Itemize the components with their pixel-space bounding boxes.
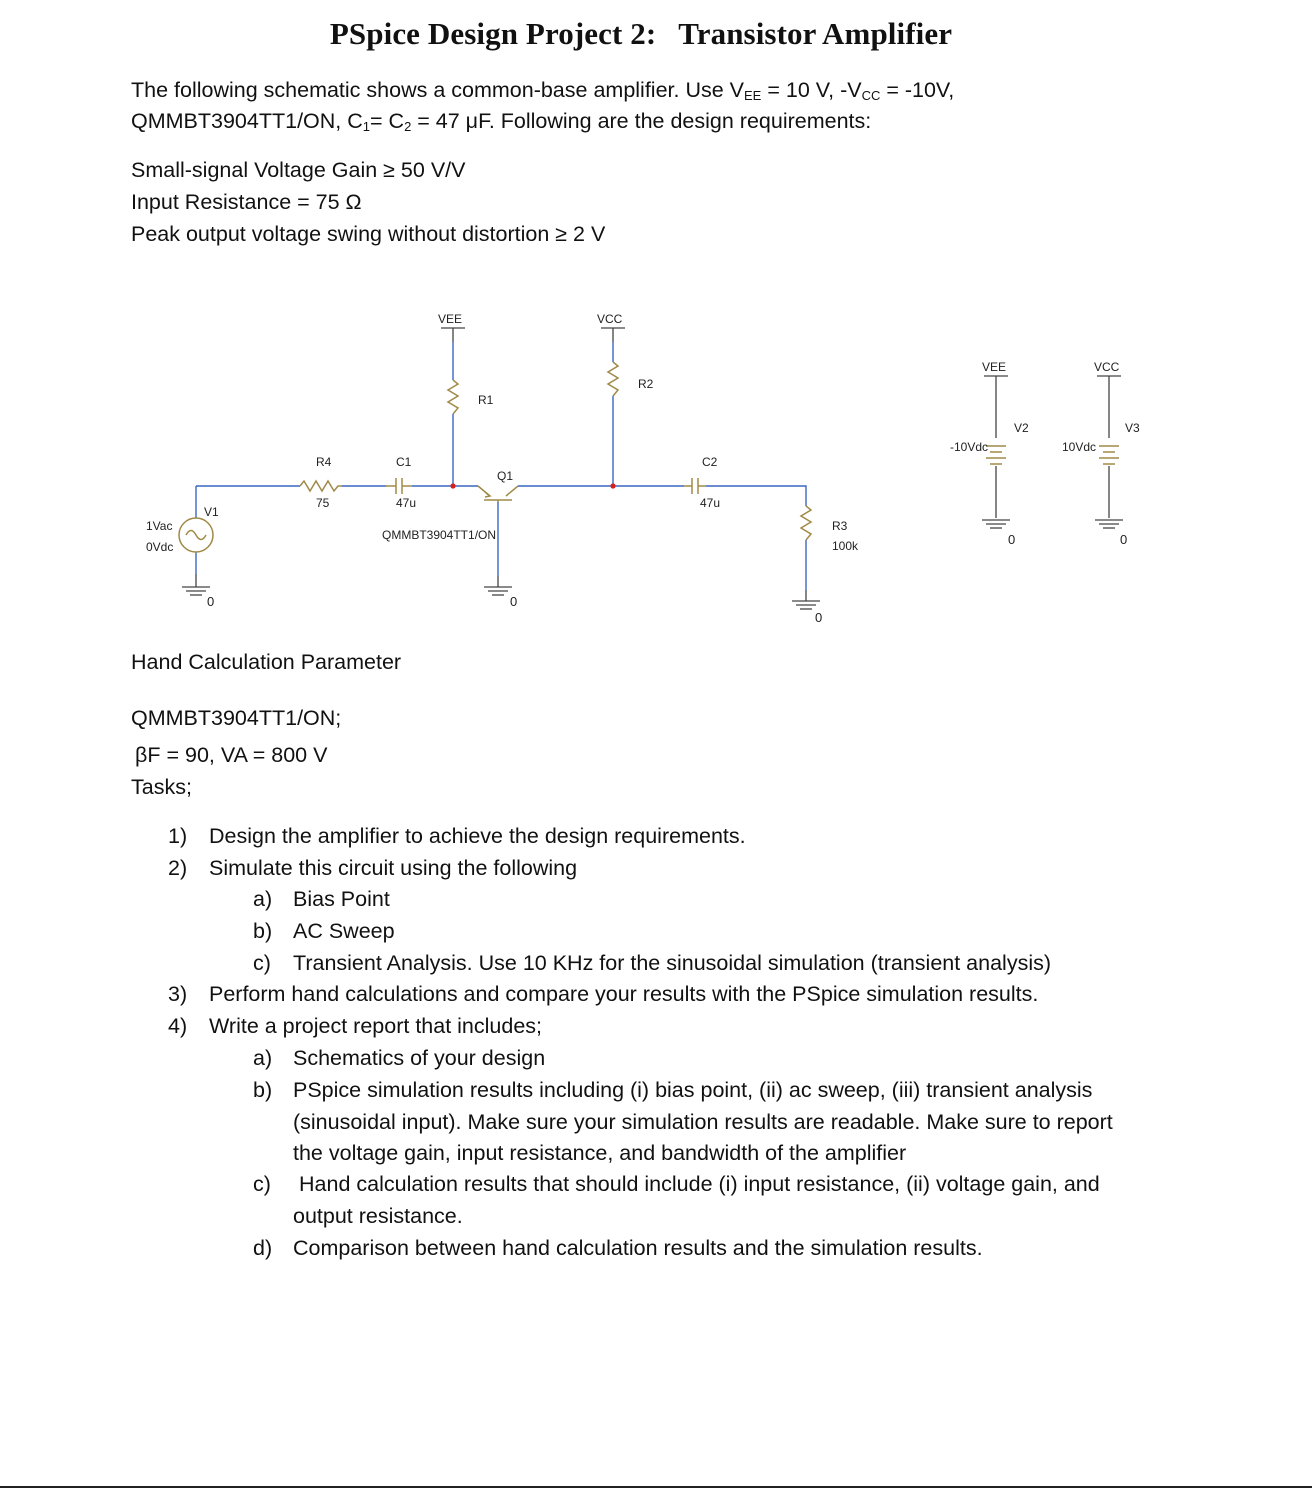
hand-calc-model: QMMBT3904TT1/ON;: [131, 706, 342, 730]
tasks-label: Tasks;: [131, 775, 192, 799]
intro-text: = C: [370, 109, 405, 133]
transistor-q1: [478, 486, 518, 502]
ground-symbol-v3: [1095, 520, 1123, 528]
list-text: Simulate this circuit using the following: [209, 856, 578, 880]
intro-text: = 47 μF. Following are the design requirements:: [411, 109, 872, 133]
intro-text: QMMBT3904TT1/ON, C: [131, 109, 363, 133]
list-text: Perform hand calculations and compare your results with the PSpice simulation results.: [209, 982, 1039, 1006]
hand-calc-heading: Hand Calculation Parameter: [131, 650, 402, 674]
list-text: Bias Point: [293, 887, 390, 911]
resistor-r2: [608, 362, 618, 396]
requirement-output-swing: Peak output voltage swing without distortion ≥ 2 V: [131, 222, 606, 246]
list-number: 1): [168, 824, 188, 848]
v1-label: V1: [204, 505, 219, 519]
r4-value: 75: [316, 496, 330, 510]
r3-value: 100k: [832, 539, 859, 553]
v2-value: -10Vdc: [950, 440, 989, 454]
requirement-input-resistance: Input Resistance = 75 Ω: [131, 190, 362, 214]
resistor-r3: [801, 506, 811, 540]
list-text: (sinusoidal input). Make sure your simulation results are readable. Make sure to report: [293, 1110, 1113, 1134]
page-bottom-border: [0, 1486, 1312, 1488]
list-number: c): [253, 951, 271, 975]
capacitor-c2: [684, 478, 706, 494]
ground-symbol-v2: [982, 520, 1010, 528]
c2-value: 47u: [700, 496, 721, 510]
v1-dc-value: 0Vdc: [146, 540, 174, 554]
list-text: Write a project report that includes;: [209, 1014, 543, 1038]
circuit-schematic: [0, 290, 1312, 640]
dc-source-v3: [1097, 376, 1121, 518]
list-text: output resistance.: [293, 1204, 463, 1228]
list-number: b): [253, 1078, 273, 1102]
r1-label: R1: [478, 393, 494, 407]
intro-text: The following schematic shows a common-base amplifier. Use V: [131, 78, 745, 102]
subscript-1: 1: [362, 119, 370, 134]
subscript-2: 2: [404, 119, 412, 134]
requirement-gain: Small-signal Voltage Gain ≥ 50 V/V: [131, 158, 466, 182]
title-part-1: PSpice Design Project 2:: [329, 16, 657, 51]
list-text: the voltage gain, input resistance, and bandwidth of the amplifier: [293, 1141, 907, 1165]
v2-net-label: VEE: [982, 360, 1007, 374]
r2-label: R2: [638, 377, 654, 391]
vcc-net-label: [601, 328, 625, 342]
resistor-r4: [300, 481, 342, 491]
ground-symbol-r3: [792, 590, 820, 609]
subscript-ee: EE: [744, 88, 762, 103]
v1-ac-value: 1Vac: [146, 519, 173, 533]
c1-value: 47u: [396, 496, 417, 510]
ground-symbol-q1: [484, 576, 512, 595]
list-text: Design the amplifier to achieve the design requirements.: [209, 824, 746, 848]
list-text: Schematics of your design: [293, 1046, 546, 1070]
subscript-cc: CC: [861, 88, 881, 103]
resistor-r1: [448, 380, 458, 414]
r4-label: R4: [316, 455, 332, 469]
vee-label: VEE: [438, 312, 463, 326]
list-number: a): [253, 887, 273, 911]
ground-label-v3: 0: [1120, 532, 1128, 547]
q1-label: Q1: [497, 469, 514, 483]
list-text: Transient Analysis. Use 10 KHz for the sinusoidal simulation (transient analysis): [293, 951, 1052, 975]
list-number: 3): [168, 982, 188, 1006]
intro-text: = -10V,: [880, 78, 955, 102]
intro-line-1: [131, 74, 954, 106]
v3-value: 10Vdc: [1062, 440, 1097, 454]
ground-label-q1: 0: [510, 594, 518, 609]
list-number: b): [253, 919, 273, 943]
c2-label: C2: [702, 455, 718, 469]
r3-label: R3: [832, 519, 848, 533]
list-text: AC Sweep: [293, 919, 395, 943]
v3-net-label: VCC: [1094, 360, 1120, 374]
c1-label: C1: [396, 455, 412, 469]
page-title: [0, 16, 1282, 52]
ground-symbol-v1: [182, 574, 210, 595]
ground-label-v2: 0: [1008, 532, 1016, 547]
list-text: Hand calculation results that should include (i) input resistance, (ii) voltage gain, and: [299, 1172, 1100, 1196]
vee-net-label: [441, 328, 465, 342]
q1-model: QMMBT3904TT1/ON: [382, 528, 497, 542]
list-text: PSpice simulation results including (i) bias point, (ii) ac sweep, (iii) transient analysis: [293, 1078, 1093, 1102]
list-text: Comparison between hand calculation results and the simulation results.: [293, 1236, 983, 1260]
capacitor-c1: [386, 478, 412, 494]
hand-calc-params: βF = 90, VA = 800 V: [135, 743, 328, 767]
list-number: d): [253, 1236, 273, 1260]
list-number: c): [253, 1172, 271, 1196]
ground-label-r3: 0: [815, 610, 823, 625]
list-number: a): [253, 1046, 273, 1070]
voltage-source-v1: [179, 518, 213, 552]
v3-label: V3: [1125, 421, 1140, 435]
vcc-label: VCC: [597, 312, 623, 326]
title-part-2: Transistor Amplifier: [678, 16, 953, 51]
list-number: 4): [168, 1014, 188, 1038]
list-number: 2): [168, 856, 188, 880]
intro-line-2: [131, 105, 871, 137]
v2-label: V2: [1014, 421, 1029, 435]
intro-text: = 10 V, -V: [761, 78, 862, 102]
ground-label-v1: 0: [207, 594, 215, 609]
